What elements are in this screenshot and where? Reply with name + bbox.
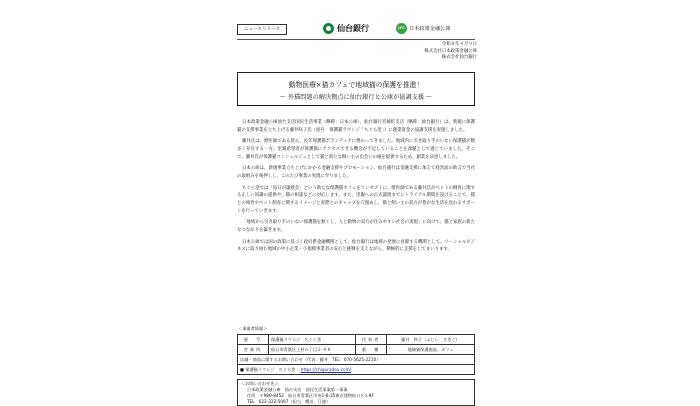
inquiry-box — [237, 379, 475, 406]
release-date: 令和８年４月９日 — [441, 42, 477, 47]
table-cell-label: 営業所 — [238, 345, 269, 355]
table-row — [238, 345, 475, 355]
table-row — [238, 365, 475, 375]
issuer-jfc: 株式会社日本政策金融公庫 — [424, 48, 477, 54]
table-cell-label: 代表者 — [356, 335, 387, 345]
homepage-link[interactable]: https://chiguradou.com/ — [300, 366, 352, 372]
body-paragraph: 日本公庫では国の政策に基づく政府系金融機関として、仙台銀行は地域の発展に貢献する機関として、ソーシャルビジネスに取り組む地域の中小企業・小規模事業者の安心と挑戦を支えながら、積極的に支援をしてまいります。 — [237, 239, 475, 253]
main-title: 動物医療×猫カフェで地域猫の保護を推進！ — [288, 81, 424, 89]
business-info-table — [237, 334, 475, 375]
body-paragraph: 藤井氏は、獣医師である傍ら、長年保護猫ボランティアに携わってきました。地域内に引き取り手のいない保護猫が数多く存在する一方、里親希望者が保護猫にアクセスできる機会が不足していることを課題として感じていました。そこで、藤井氏が保護猫コンシェルジュとして猫と新たな飼い主の出会いの場を提供するため、創業を決意しました。 — [237, 139, 475, 160]
table-cell-label: 屋 号 — [238, 335, 269, 345]
jfc-mark-icon: JFC — [396, 23, 407, 34]
sendai-bank-name: 仙台銀行 — [337, 23, 369, 33]
table-cell-value: 仙台市青葉区上杉６丁目２-８８ — [269, 345, 356, 355]
business-info-label: ＜事業者情報＞ — [238, 326, 268, 331]
body-paragraph: 日本政策金融公庫仙台支店国民生活事業（略称：日本公庫）、仙台銀行宮城町支店（略称：仙台銀行）は、新規に保護猫の支援事業を立ち上げる藤井咲子氏（屋号：保護猫ラウンジ「ちぐら堂」）に創業資金の協調支援を実施しました。 — [237, 120, 475, 133]
sub-title: ～ 外猫問題の解決拠点に仙台銀行と公庫が協調支援 ～ — [279, 94, 433, 101]
news-release-label: ニュースリリース — [237, 24, 287, 35]
table-cell-label: 業 種 — [356, 345, 387, 355]
inquiry-org: 日本政策金融公庫 仙台支店 国民生活事業第一事業 — [247, 387, 348, 392]
table-row — [238, 335, 475, 345]
date-block — [424, 42, 477, 62]
homepage-name: ■ 保護猫ラウンジ ちぐら堂 — [240, 366, 296, 372]
sendai-bank-logo — [323, 22, 369, 34]
table-cell-value: 地域猫保護施設、カフェ — [387, 345, 475, 355]
body-paragraph: ちぐら堂では「毎日が譲渡会」という新たな保護猫カフェをコンセプトに、獣医師である藤井氏がペットの飼育に関する正しい知識の提供や、猫の相談などに対応します。また、里親への正式譲渡までにトライアル期間を設けることで、猫との相性やペット飼育に関するイメージと実際とのギャップを穴埋めし、猫と飼い主の双方が豊かな生活を送れるサポートを行っていきます。 — [237, 185, 475, 214]
inquiry-address: 住所 〒980-8452 仙台市青葉区中央1-6-35東京建物仙台ビル9F — [247, 393, 374, 398]
body-paragraph: 「地域から引き取り手のいない保護猫を無くし、人と動物の双方が住みやすい社会の実現」に向けて、猫と家族の新たなつながりを築きます。 — [237, 220, 475, 233]
body-text — [237, 119, 475, 258]
inquiry-tel: TEL 022-222-5097（担当：櫻田、江連） — [247, 399, 331, 404]
title-box — [237, 72, 475, 106]
table-row — [238, 355, 475, 365]
table-cell-value: 藤井 咲子（ふじい さきこ） — [387, 335, 475, 345]
header-divider — [237, 39, 475, 40]
inquiry-heading: ＜お問い合わせ先＞ — [241, 381, 279, 386]
jfc-logo — [396, 22, 451, 34]
jfc-name: 日本政策金融公庫 — [409, 25, 451, 32]
sendai-bank-mark-icon — [323, 23, 334, 34]
body-paragraph: 日本公庫は、新規事業立ち上げにかかる金融支援やプロモーション、仙台銀行は金融支援に加えて経営面の助言で当社の取組みを後押しし、このたび事業の実現に至りました。 — [237, 166, 475, 179]
issuer-sendai-bank: 株式会社仙台銀行 — [441, 55, 477, 61]
press-release-page — [182, 10, 518, 404]
homepage-cell — [238, 365, 475, 375]
store-contact-cell: 店舗・商品に関するお問い合わせ（代表：藤井 TEL：070-5625-2210） — [238, 355, 475, 365]
table-cell-value: 保護猫ラウンジ ちぐら堂 — [269, 335, 356, 345]
